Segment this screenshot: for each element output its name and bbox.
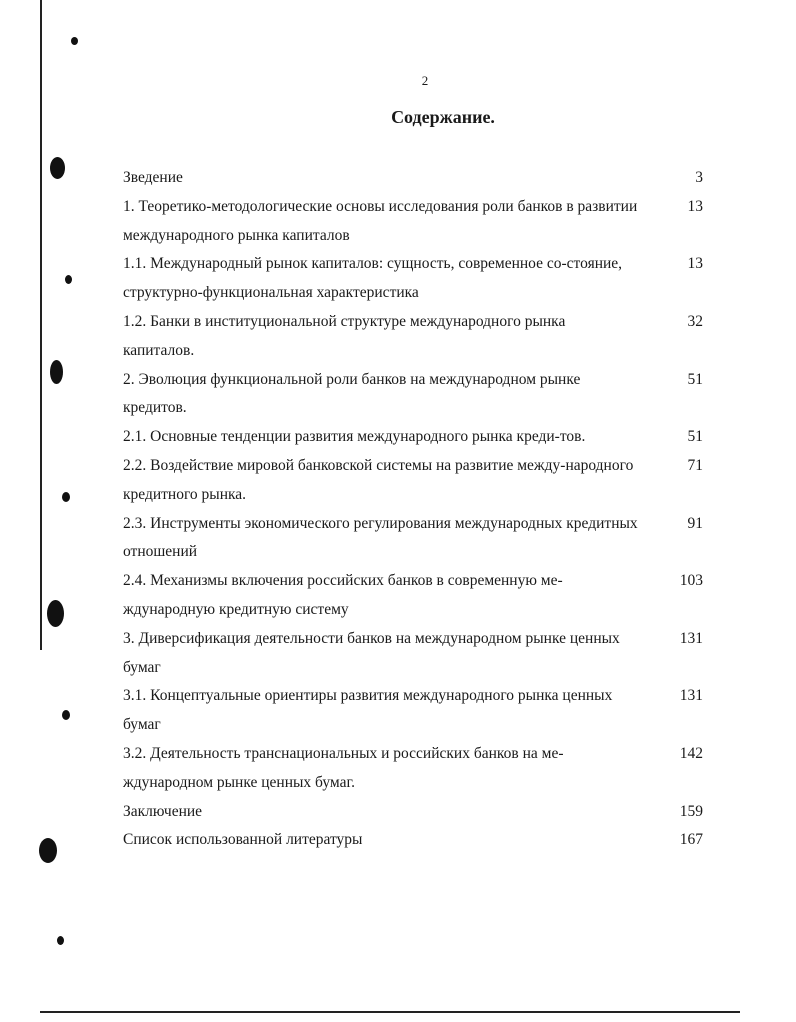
toc-entry [123,164,713,193]
toc-entry [123,308,713,366]
toc-entry-page: 142 [679,744,703,762]
toc-entry [123,682,713,740]
toc-entry [123,423,713,452]
toc-entry-page: 32 [687,312,703,330]
punch-hole-mark [62,710,70,720]
punch-hole-mark [71,37,78,45]
toc-entry-page: 159 [679,802,703,820]
toc-entry-title: 3.2. Деятельность транснациональных и российских банков на ме-ждународном рынке ценных бумаг. [123,744,564,791]
toc-entry [123,798,713,827]
page-title: Содержание. [391,107,495,127]
toc-entry-title: 2.1. Основные тенденции развития международного рынка креди-тов. [123,428,586,446]
toc-entry-title: 2.3. Инструменты экономического регулирования международных кредитных отношений [123,514,638,561]
scan-left-edge [40,0,42,650]
page-number: 2 [421,73,429,88]
table-of-contents [123,164,713,855]
punch-hole-mark [39,838,57,863]
toc-entry-page: 91 [687,514,703,532]
toc-entry-page: 13 [687,255,703,273]
toc-entry-page: 103 [679,572,703,590]
toc-entry [123,193,713,251]
toc-entry-title: 2.4. Механизмы включения российских банков в современную ме-ждународную кредитную систему [123,572,563,618]
toc-entry-title: 3. Диверсификация деятельности банков на международном рынке ценных бумаг [123,629,620,676]
toc-entry-page: 3 [695,169,703,186]
toc-entry-title: 1.1. Международный рынок капиталов: сущность, современное со-стояние, структурно-функциональная характеристика [123,255,623,302]
punch-hole-mark [57,936,64,945]
toc-entry-title: 2. Эволюция функциональной роли банков на международном рынке кредитов. [123,370,581,417]
punch-hole-mark [47,600,64,627]
punch-hole-mark [50,157,65,179]
toc-entry-page: 51 [687,370,703,388]
scan-bottom-edge [40,1011,740,1013]
toc-entry [123,250,713,308]
toc-entry-title: 3.1. Концептуальные ориентиры развития международного рынка ценных бумаг [123,687,613,734]
punch-hole-mark [65,275,72,284]
toc-entry-title: 1. Теоретико-методологические основы исследования роли банков в развитии международного рынка капиталов [123,197,638,244]
toc-entry-page: 167 [679,831,703,849]
toc-entry [123,366,713,424]
toc-entry-title: 2.2. Воздействие мировой банковской системы на развитие между-народного кредитного рынка. [123,456,634,503]
toc-entry-page: 131 [679,687,703,705]
toc-entry [123,826,713,855]
toc-entry-page: 71 [687,456,703,474]
toc-entry [123,452,713,510]
toc-entry-page: 131 [679,629,703,647]
toc-entry [123,740,713,798]
toc-entry [123,625,713,683]
punch-hole-mark [62,492,70,502]
toc-entry-title: Зведение [123,169,183,186]
toc-entry [123,567,713,625]
punch-hole-mark [50,360,63,384]
toc-entry [123,510,713,568]
toc-entry-title: Заключение [123,802,203,820]
toc-entry-page: 13 [687,197,703,215]
toc-entry-title: 1.2. Банки в институциональной структуре международного рынка капиталов. [123,312,566,359]
toc-entry-title: Список использованной литературы [123,831,363,849]
toc-entry-page: 51 [687,428,703,446]
